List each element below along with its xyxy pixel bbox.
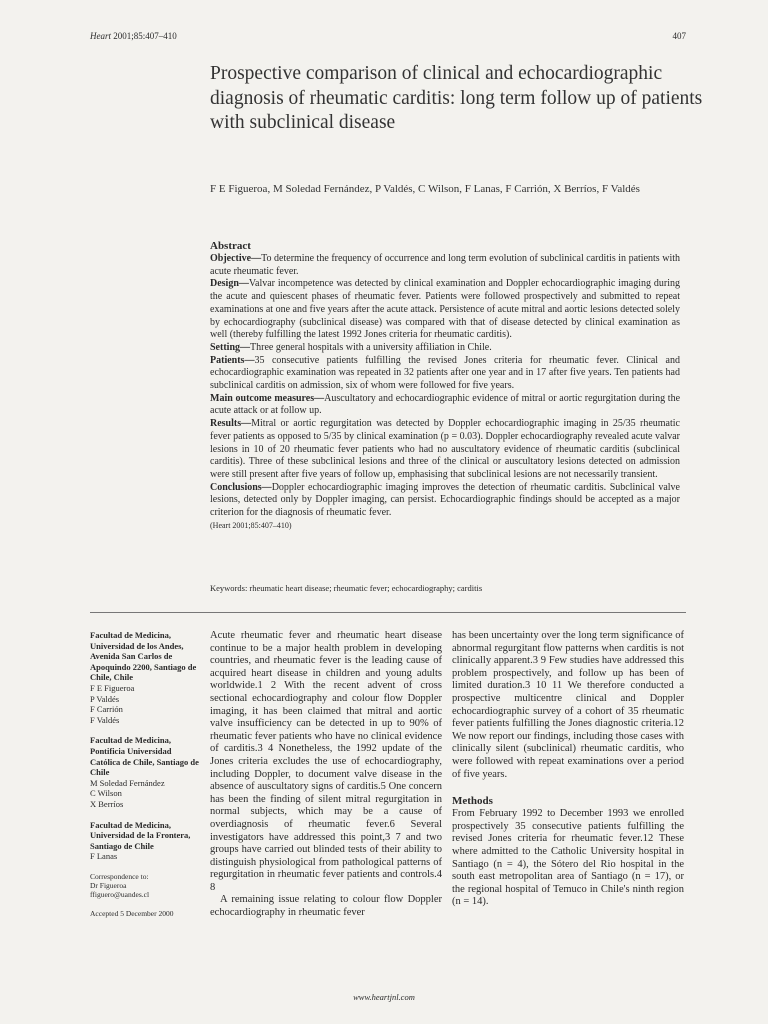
correspondence-name: Dr Figueroa bbox=[90, 880, 127, 890]
affiliation-person: M Soledad Fernández bbox=[90, 777, 165, 788]
abstract-text: Three general hospitals with a university affiliation in Chile. bbox=[250, 341, 492, 353]
author-list: F E Figueroa, M Soledad Fernández, P Valdés, C Wilson, F Lanas, F Carrión, X Berríos, F Valdés bbox=[210, 183, 640, 195]
correspondence-email[interactable]: ffiguero@uandes.cl bbox=[90, 889, 150, 899]
body-paragraph: A remaining issue relating to colour flow Doppler echocardiography in rheumatic fever bbox=[210, 894, 442, 919]
body-paragraph: has been uncertainty over the long term significance of abnormal regurgitant flow patterns when carditis is not clinically apparent.3 9 Few studies have addressed this problem prospectively, and follow up has been of limited duration.3 10 11 We therefore conducted a prospective multicentre clinical and Doppler echocardiographic survey of a cohort of 35 rheumatic fever patients fulfilling the Jones diagnostic criteria.12 We now report our findings, including those cases with clinically silent (subclinical) rheumatic carditis, who were followed with repeat examinations over a period of five years. bbox=[452, 630, 684, 780]
abstract-citation: (Heart 2001;85:407–410) bbox=[210, 520, 292, 530]
affiliation-institution: Facultad de Medicina, Universidad de los Andes, Avenida San Carlos de Apoquindo 2200, Santiago de Chile, Chile bbox=[90, 630, 197, 683]
body-column-right bbox=[452, 630, 684, 909]
abstract-outcome-measures bbox=[210, 393, 680, 418]
keywords: Keywords: rheumatic heart disease; rheumatic fever; echocardiography; carditis bbox=[210, 583, 483, 593]
divider bbox=[90, 612, 686, 613]
affiliation-person: P Valdés bbox=[90, 693, 120, 704]
affiliation-institution: Facultad de Medicina, Universidad de la Frontera, Santiago de Chile bbox=[90, 819, 191, 851]
correspondence-label: Correspondence to: bbox=[90, 871, 149, 881]
abstract-text: To determine the frequency of occurrence and long term evolution of subclinical carditis in patients with acute rheumatic fever. bbox=[210, 253, 680, 277]
abstract-label: Results— bbox=[210, 418, 252, 430]
abstract-text: Valvar incompetence was detected by clinical examination and Doppler echocardiographic imaging during the acute and quiescent phases of rheumatic fever. Patients were followed prospectively and submitted to repeat examinations at one and five years after the acute attack. Persistence of acute mitral and aortic lesions detected solely by echocardiography (subclinical disease) was compared with that of disease detected by clinical examination as well (thereby fulfilling the latest 1992 Jones criteria for rheumatic carditis). bbox=[210, 278, 680, 341]
abstract-label: Main outcome measures— bbox=[210, 392, 325, 404]
abstract-results bbox=[210, 418, 680, 482]
abstract-patients bbox=[210, 355, 680, 393]
abstract-design bbox=[210, 278, 680, 342]
abstract-label: Design— bbox=[210, 278, 249, 290]
abstract-text: Doppler echocardiographic imaging improves the detection of rheumatic carditis. Subclinical valve lesions, detected only by Doppler imaging, can persist. Echocardiographic findings should be accepted as a major criterion for the diagnosis of rheumatic fever. bbox=[210, 481, 680, 519]
affiliation-person: F Lanas bbox=[90, 851, 118, 862]
journal-name: Heart bbox=[90, 31, 111, 41]
abstract-label: Objective— bbox=[210, 253, 262, 264]
abstract-label: Conclusions— bbox=[210, 481, 272, 493]
abstract-setting bbox=[210, 342, 680, 355]
body-paragraph: Acute rheumatic fever and rheumatic heart disease continue to be a major health problem in developing countries, and rheumatic fever is the leading cause of acquired heart disease in children and young adults worldwide.1 2 With the recent advent of cross sectional echocardiography and colour flow Doppler imaging, it has been claimed that mitral and aortic valve insufficiency can be detected in up to 90% of rheumatic fever patients who have no clinical evidence of carditis.3 4 Nonetheless, the 1992 update of the Jones criteria excludes the use of echocardiography, including Doppler, to document valve disease in the absence of auscultatory signs of carditis.5 One concern has been the finding of silent mitral regurgitation in normal subjects, which may be a cause of overdiagnosis of rheumatic fever.6 Several investigators have addressed this point,3 7 and two groups have carried out blinded tests of their ability to distinguish physiological from pathological patterns of regurgitation in rheumatic fever patients and controls.4 8 bbox=[210, 630, 442, 893]
affiliation-person: X Berríos bbox=[90, 798, 124, 809]
affiliation-person: F Valdés bbox=[90, 714, 120, 725]
abstract-heading: Abstract bbox=[210, 240, 251, 252]
footer-url[interactable]: www.heartjnl.com bbox=[353, 992, 415, 1002]
abstract-label: Setting— bbox=[210, 341, 250, 353]
affiliation-person: F Carrión bbox=[90, 704, 123, 715]
abstract-text: Mitral or aortic regurgitation was detected by Doppler echocardiographic imaging in 25/35 rheumatic fever patients as opposed to 5/35 by clinical examination (p = 0.03). Doppler echocardiography revealed acute valvar lesions in 10 of 20 rheumatic fever patients who had no auscultatory evidence of rheumatic carditis (subclinical carditis). Three of these subclinical lesions and three of the clinical or auscultatory lesions detected on admission were still present after five years of follow up, emphasising that subclinical lesions are not necessarily transient. bbox=[210, 418, 680, 480]
affiliations-sidebar bbox=[90, 630, 202, 918]
correspondence bbox=[90, 872, 202, 899]
abstract-text: Auscultatory and echocardiographic evidence of mitral or aortic regurgitation during the acute attack or at follow up. bbox=[210, 392, 681, 417]
body-paragraph: From February 1992 to December 1993 we enrolled prospectively 35 consecutive patients fulfilling the revised Jones criteria for rheumatic fever.12 These where admitted to the Catholic University hospital in Santiago (n = 4), the Sótero del Rio hospital in the south east metropolitan area of Santiago (n = 17), or the regional hospital of Temuco in Chile's ninth region (n = 14). bbox=[452, 808, 684, 908]
accepted-date: Accepted 5 December 2000 bbox=[90, 908, 174, 918]
affiliation bbox=[90, 735, 202, 809]
affiliation-institution: Facultad de Medicina, Pontificia Universidad Católica de Chile, Santiago de Chile bbox=[90, 735, 199, 778]
abstract-conclusions bbox=[210, 482, 680, 520]
affiliation-person: C Wilson bbox=[90, 788, 122, 799]
abstract bbox=[210, 240, 680, 532]
article-title: Prospective comparison of clinical and echocardiographic diagnosis of rheumatic carditis: long term follow up of patients with subclinical disease bbox=[210, 63, 703, 133]
affiliation bbox=[90, 630, 202, 725]
page-number: 407 bbox=[672, 31, 686, 41]
body-column-left bbox=[210, 630, 442, 920]
abstract-label: Patients— bbox=[210, 354, 255, 366]
abstract-text: 35 consecutive patients fulfilling the revised Jones criteria for rheumatic fever. Clinical and echocardiographic examination was repeated in 32 patients after one year and in 17 after five years. Ten patients had subclinical carditis on admission, six of whom were followed for five years. bbox=[210, 354, 680, 392]
methods-heading: Methods bbox=[452, 795, 493, 808]
abstract-objective bbox=[210, 253, 680, 278]
affiliation-person: F E Figueroa bbox=[90, 682, 135, 693]
journal-citation: 2001;85:407–410 bbox=[111, 31, 177, 41]
running-head-journal bbox=[90, 31, 177, 41]
affiliation bbox=[90, 820, 202, 862]
